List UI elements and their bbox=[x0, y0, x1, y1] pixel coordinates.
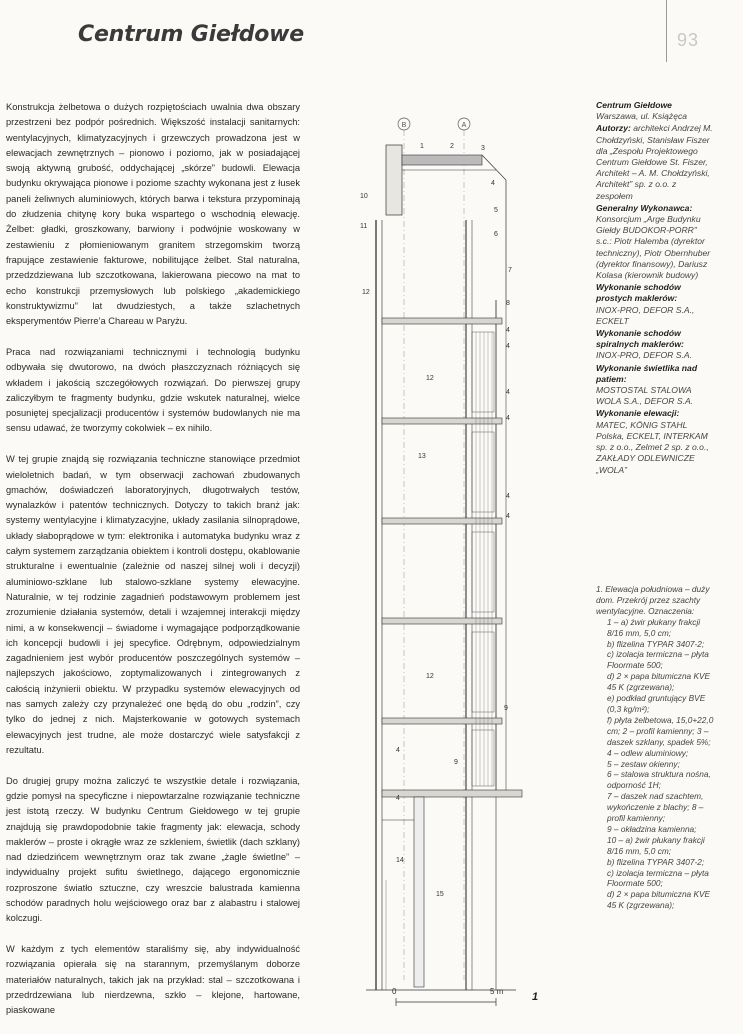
callout-label: 10 bbox=[360, 193, 368, 200]
legend-item: b) flizelina TYPAR 3407-2; bbox=[607, 856, 705, 867]
callout-label: 14 bbox=[396, 857, 404, 864]
callout-label: 4 bbox=[506, 343, 510, 350]
callout-label: 9 bbox=[504, 705, 508, 712]
authors-text: architekci Andrzej M. Chołdzyński, Stanisław Fiszer dla „Zespołu Projektowego Centrum Giełdowe St. Fiszer, Architekt – A. M. Chołdzyński, Architekt” sp. z o.o. z zespołem bbox=[596, 123, 713, 201]
callout-label: 2 bbox=[450, 143, 454, 150]
callout-label: 9 bbox=[454, 759, 458, 766]
legend-item: f) płyta żelbetowa, 15,0+22,0 cm; 2 – profil kamienny; 3 – daszek szklany, spadek 5%; bbox=[607, 714, 714, 747]
callout-label: 4 bbox=[506, 327, 510, 334]
paragraph: Do drugiej grupy można zaliczyć te wszystkie detale i rozwiązania, gdzie pomysł na specyficzne i niepowtarzalne rozwiązanie techniczne jest istotą rzeczy. W budynku Centrum Giełdowego w tej grupie znajdują się prawdopodobnie takie fragmenty jak: elewacja, schody maklerów – proste i okrągłe wraz ze szkleniem, świetlik (dach szklany) nad dziedzińcem wewnętrznym oraz tak zwane „żagle świetlne” – indywidualny projekt sufitu świetlnego, dającego ergonomicznie rozproszone światło sztuczne, czy wreszcie balustrada kamienna schodów paradnych holu wejściowego oraz bar z alabastru i stalowej kolczugi. bbox=[6, 775, 300, 924]
skylight-text: MOSTOSTAL STALOWA WOLA S.A., DEFOR S.A. bbox=[596, 385, 694, 407]
legend-item: b) flizelina TYPAR 3407-2; bbox=[607, 638, 705, 649]
paragraph: W tej grupie znajdą się rozwiązania techniczne stanowiące przedmiot wieloletnich badań, w tym obserwacji zachowań zbudowanych gmachów, doświadczeń laboratoryjnych, długotrwałych testów, wynalazków i patentów technicznych. Dotyczy to takich branż jak: systemy wentylacyjne i klimatyzacyjne, układy zasilania silnoprądowe, układy słaboprądowe w tym: elektronika i automatyka budynku wraz z całym systemem zarządzania obiektem i kontroli dostępu, okablowanie strukturalne i ewentualnie (zależnie od naszej silnej woli i decyzji) aluminiowo-szklane lub stalowo-szklane systemy elewacyjne. Naturalnie, w tej rodzinie zagadnień podstawowym problemem jest zrozumienie działania systemów, detali i wzajemnej interakcji między nimi, a w konsekwencji – świadome i wymagające podporządkowanie ich koncepcji budowli i jej specyfice. Odrębnym, odpowiedzialnym zagadnieniem jest wybór producentów poszczególnych systemów – najlepszych jakościowo, zoptymalizowanych i zintegrowanych z całością inżynierii obiektu. W przypadku systemów elewacyjnych od nas samych zależy czy przynależeć one będą do obu „rodzin”, czy tylko do jednej z nich. Majsterkowanie w gotowych systemach elewacyjnych jest trudne, ale może dostarczyć wiele satysfakcji z rezultatu. bbox=[6, 454, 300, 755]
page-title: Centrum Giełdowe bbox=[78, 22, 305, 47]
axis-label-a: A bbox=[461, 122, 467, 129]
legend-item: 5 – zestaw okienny; bbox=[607, 758, 680, 769]
legend-item: 10 – a) żwir płukany frakcji 8/16 mm, 5,0 cm; bbox=[607, 834, 705, 856]
article-body bbox=[6, 100, 300, 1034]
legend-item: c) izolacja termiczna – płyta Floormate 500; bbox=[607, 649, 709, 671]
facade-text: MATEC, KÖNIG STAHL Polska, ECKELT, INTERKAM sp. z o.o., Zelmet 2 sp. z o.o., ZAKŁADY ODLEWNICZE „WOLA” bbox=[596, 419, 709, 475]
stairs-label: Wykonanie schodów prostych maklerów: bbox=[596, 282, 681, 304]
facade-label: Wykonanie elewacji: bbox=[596, 408, 680, 419]
callout-label: 4 bbox=[506, 513, 510, 520]
skylight-label: Wykonanie świetlika nad patiem: bbox=[596, 362, 698, 384]
callout-label: 4 bbox=[491, 180, 495, 187]
contractor-text: Konsorcjum „Arge Budynku Giełdy BUDOKOR-PORR” s.c.: Piotr Halemba (dyrektor techniczny), Piotr Obernhuber (dyrektor finansowy), Dariusz Kolasa (kierownik budowy) bbox=[596, 214, 711, 281]
contractor-label: Generalny Wykonawca: bbox=[596, 202, 693, 213]
figure-number: 1 bbox=[532, 991, 539, 1003]
project-name: Centrum Giełdowe bbox=[596, 100, 672, 110]
callout-label: 12 bbox=[362, 289, 370, 296]
scale-end-label: 5 m bbox=[490, 987, 504, 996]
project-address: Warszawa, ul. Książęca bbox=[596, 111, 688, 122]
callout-label: 11 bbox=[360, 223, 368, 230]
legend-item: 1. Elewacja południowa – duży dom. Przekrój przez szachty wentylacyjne. Oznaczenia: bbox=[596, 584, 710, 616]
legend-item: 9 – okładzina kamienna; bbox=[607, 823, 697, 834]
legend-item: 7 – daszek nad szachtem, wykończenie z blachy; 8 – profil kamienny; bbox=[607, 791, 704, 824]
paragraph: Praca nad rozwiązaniami technicznymi i technologią budynku odbywała się dwutorowo, na dwóch płaszczyznach różniących się wkładem i jakością szczegółowych rozwiązań. Do pierwszej grupy zaliczyłbym te fragmenty budynku, gdzie wskutek naturalnej, wielce posuniętej specjalizacji producentów i systemów budowlanych nie ma sensu udawać, że tworzymy cokolwiek – ex nihilo. bbox=[6, 346, 300, 434]
callout-label: 7 bbox=[508, 267, 512, 274]
stairs-text: INOX-PRO, DEFOR S.A., ECKELT bbox=[596, 304, 695, 326]
callout-label: 15 bbox=[436, 891, 444, 898]
legend-item: c) izolacja termiczna – płyta Floormate 500; bbox=[607, 867, 709, 889]
axis-label-b: B bbox=[401, 122, 407, 129]
callout-label: 12 bbox=[426, 375, 434, 382]
spiral-stairs-label: Wykonanie schodów spiralnych maklerów: bbox=[596, 328, 684, 350]
page-divider bbox=[666, 0, 667, 62]
scale-start-label: 0 bbox=[392, 987, 397, 996]
callout-label: 5 bbox=[494, 207, 498, 214]
callout-label: 4 bbox=[396, 747, 400, 754]
callout-label: 4 bbox=[506, 493, 510, 500]
legend-item: 6 – stalowa struktura nośna, odporność 1H; bbox=[607, 769, 711, 791]
callout-label: 3 bbox=[481, 145, 485, 152]
callout-label: 1 bbox=[420, 143, 424, 150]
paragraph: W każdym z tych elementów staraliśmy się, aby indywidualność rozwiązania opierała się na starannym, przemyślanym doborze materiałów naturalnych, takich jak na przykład: stal – szczotkowana i przedrdzewiana lub nierdzewna, szkło – klejone, hartowane, piaskowane bbox=[6, 944, 300, 1016]
callout-label: 6 bbox=[494, 231, 498, 238]
legend-item: e) podkład gruntujący BVE (0,3 kg/m²); bbox=[607, 693, 706, 714]
page-number: 93 bbox=[677, 30, 700, 50]
callout-label: 13 bbox=[418, 453, 426, 460]
authors-label: Autorzy: bbox=[596, 123, 631, 134]
figure-legend bbox=[596, 584, 716, 911]
legend-item: 1 – a) żwir płukany frakcji 8/16 mm, 5,0 cm; bbox=[607, 616, 701, 638]
legend-item: 4 – odlew aluminiowy; bbox=[607, 747, 689, 758]
callout-label: 4 bbox=[506, 415, 510, 422]
legend-item: d) 2 × papa bitumiczna KVE 45 K (zgrzewana); bbox=[607, 671, 711, 693]
callout-label: 8 bbox=[506, 300, 510, 307]
spiral-stairs-text: INOX-PRO, DEFOR S.A. bbox=[596, 350, 692, 361]
callout-label: 12 bbox=[426, 673, 434, 680]
callout-label: 4 bbox=[396, 795, 400, 802]
project-caption bbox=[596, 100, 714, 477]
callout-label: 4 bbox=[506, 389, 510, 396]
paragraph: Konstrukcja żelbetowa o dużych rozpiętościach uwalnia dwa obszary przestrzeni bez podpór pośrednich. Większość instalacji sanitarnych: wentylacyjnych, klimatyzacyjnych i grzewczych prowadzona jest w elewacjach zewnętrznych – pionowo i poziomo, jak w posiadającej swoją aktywną grubość, oddychającej „skórze” budowli. Elewacja budynku okrywająca pionowe i poziome szachty wykonana jest z łusek paneli żeliwnych aluminiowych, których barwa i tekstura przypominają do złudzenia chitynę kory buka wspartego o wschodnią elewację. Żelbet: gładki, groszkowany, barwiony i podwójnie woskowany w zestawieniu z płomieniowanym granitem strzegomskim tworzą frapujące zestawienie fakturowe, nobilitujące żelbet. Stal naturalna, przedzdziewana lub szczotkowana, lakierowana piecowo na mat to echo konstrukcji przemysłowych lub polskiego „akademickiego konstruktywizmu” lat dwudziestych, a także szlachetnych eksperymentów Pierre’a Chareau w Paryżu. bbox=[6, 102, 300, 327]
facade-section-drawing bbox=[356, 100, 556, 1020]
legend-item: d) 2 × papa bitumiczna KVE 45 K (zgrzewana); bbox=[607, 889, 711, 911]
